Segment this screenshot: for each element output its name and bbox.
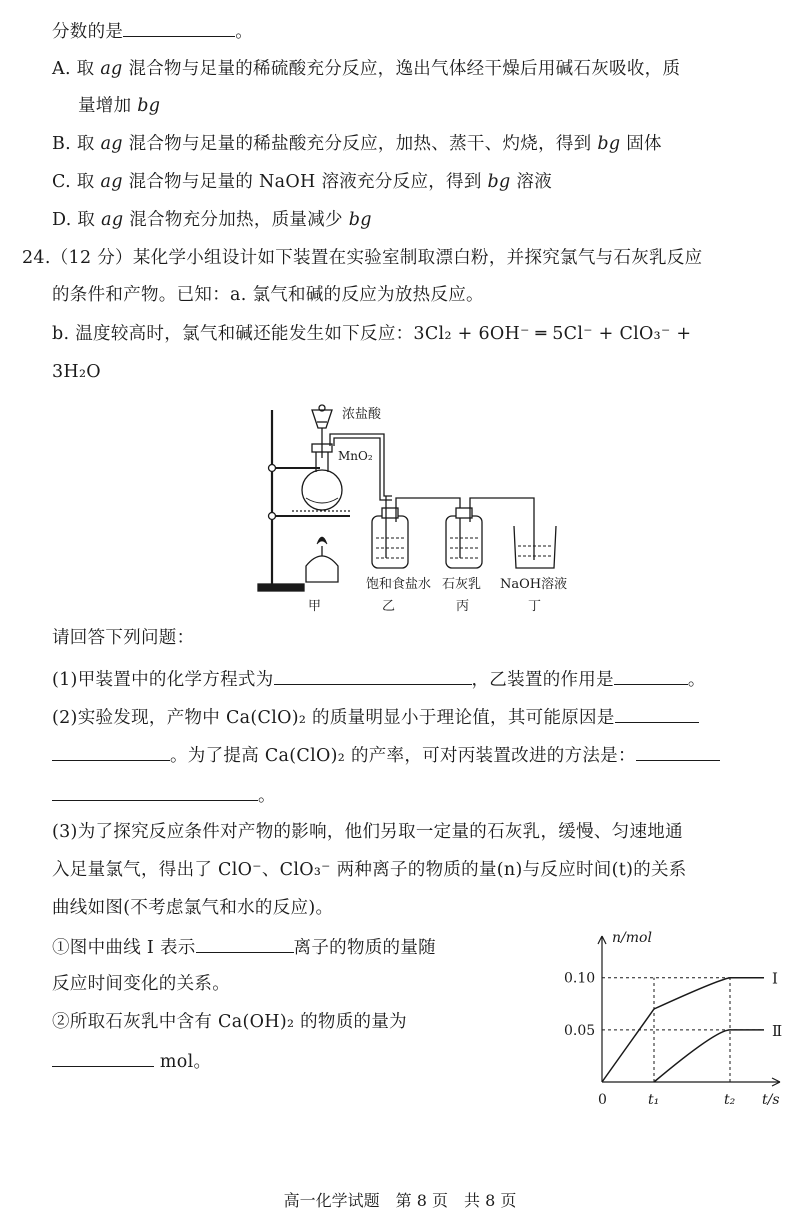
label-bing: 丙: [456, 599, 470, 614]
answer-blank-1b[interactable]: [614, 666, 688, 685]
bottle-yi: [372, 516, 408, 568]
sub-1-cont: 反应时间变化的关系。: [52, 974, 230, 994]
x-tick-1: t₂: [724, 1092, 736, 1108]
series-label-2: Ⅱ: [772, 1021, 783, 1040]
label-hcl: 浓盐酸: [342, 407, 382, 422]
y-tick-1: 0.10: [564, 970, 596, 987]
option-a-cont: 量增加 bg: [78, 96, 161, 116]
q24-head: 24.（12 分）某化学小组设计如下装置在实验室制取漂白粉，并探究氯气与石灰乳反应: [22, 248, 703, 268]
answer-blank-2a-cont[interactable]: [52, 742, 170, 761]
q24-line3: b. 温度较高时，氯气和碱还能发生如下反应：3Cl₂ + 6OH⁻ ═ 5Cl⁻ + ClO₃⁻ +: [52, 324, 692, 344]
answer-blank-2a[interactable]: [615, 704, 699, 723]
apparatus-diagram: [250, 398, 590, 616]
answer-blank-1a[interactable]: [274, 666, 472, 685]
label-jia: 甲: [308, 599, 322, 614]
stand-base: [258, 584, 304, 591]
q24-line4: 3H₂O: [52, 362, 101, 382]
round-flask: [302, 470, 342, 510]
part-3-line3: 曲线如图(不考虑氯气和水的反应)。: [52, 898, 334, 918]
part-3-line1: (3)为了探究反应条件对产物的影响，他们另取一定量的石灰乳，缓慢、匀速地通: [52, 822, 683, 842]
label-yi-sub: 饱和食盐水: [366, 577, 432, 592]
y-tick-0: 0.05: [564, 1022, 596, 1039]
sub-2: ②所取石灰乳中含有 Ca(OH)₂ 的物质的量为: [52, 1012, 407, 1032]
n-t-chart: [552, 924, 792, 1114]
q24-line2: 的条件和产物。已知：a. 氯气和碱的反应为放热反应。: [52, 285, 484, 305]
label-ding: 丁: [528, 599, 542, 614]
sub-1: ①图中曲线 I 表示 离子的物质的量随: [52, 934, 436, 960]
answer-blank-2b-cont[interactable]: [52, 782, 258, 801]
label-mno2: MnO₂: [338, 449, 373, 463]
series-line-2: [654, 1030, 764, 1082]
label-bing-sub: 石灰乳: [442, 577, 482, 592]
sub-2-cont: mol。: [52, 1048, 211, 1074]
answer-blank-3-2[interactable]: [52, 1048, 154, 1067]
option-c: C. 取 ag 混合物与足量的 NaOH 溶液充分反应，得到 bg 溶液: [52, 172, 553, 192]
page-footer: 高一化学试题 第 8 页 共 8 页: [283, 1191, 517, 1210]
bottle-bing: [446, 516, 482, 568]
separatory-funnel: [312, 410, 332, 428]
answer-blank-2b[interactable]: [636, 742, 720, 761]
y-axis-label: n/mol: [612, 930, 652, 946]
x-tick-0: t₁: [648, 1092, 660, 1108]
part-1: (1)甲装置中的化学方程式为 ，乙装置的作用是 。: [52, 666, 706, 692]
label-yi: 乙: [382, 599, 396, 614]
answer-blank-23[interactable]: [123, 18, 235, 37]
part-2-end: 。: [52, 782, 276, 808]
prompt: 请回答下列问题：: [52, 628, 195, 648]
option-b: B. 取 ag 混合物与足量的稀盐酸充分反应，加热、蒸干、灼烧，得到 bg 固体: [52, 134, 662, 154]
option-a: A. 取 ag 混合物与足量的稀硫酸充分反应，逸出气体经干燥后用碱石灰吸收，质: [52, 59, 681, 79]
series-label-1: Ⅰ: [772, 969, 778, 988]
x-axis-label: t/s: [762, 1092, 780, 1108]
part-2: (2)实验发现，产物中 Ca(ClO)₂ 的质量明显小于理论值，其可能原因是: [52, 704, 699, 730]
origin-label: 0: [598, 1092, 607, 1108]
alcohol-lamp: [306, 556, 338, 582]
part-3-line2: 入足量氯气，得出了 ClO⁻、ClO₃⁻ 两种离子的物质的量(n)与反应时间(t)的关系: [52, 860, 687, 880]
part-2-cont: 。为了提高 Ca(ClO)₂ 的产率，可对丙装置改进的方法是：: [52, 742, 720, 768]
answer-blank-3-1[interactable]: [196, 934, 294, 953]
label-ding-sub: NaOH溶液: [500, 577, 568, 592]
beaker-ding: [514, 526, 556, 568]
option-d: D. 取 ag 混合物充分加热，质量减少 bg: [52, 210, 372, 230]
q23-stem: 分数的是 。: [52, 18, 253, 44]
